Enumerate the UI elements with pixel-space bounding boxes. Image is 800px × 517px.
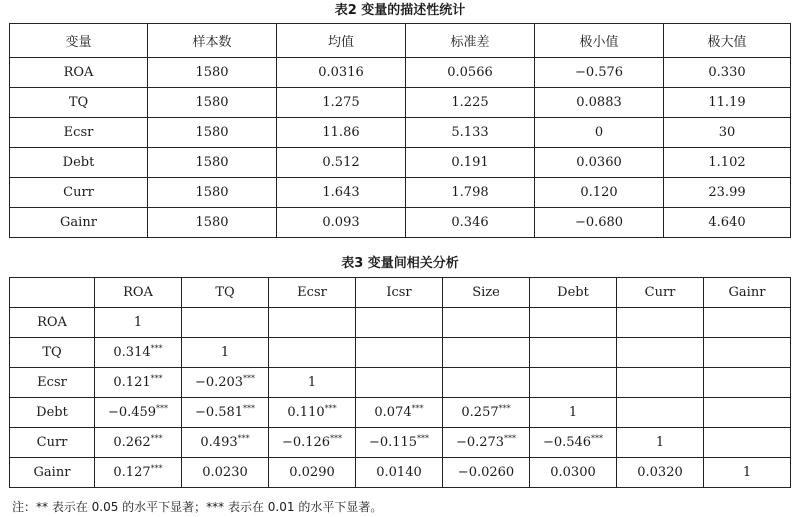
table3-header-row — [10, 278, 791, 308]
table3-correlation-cell — [95, 368, 182, 398]
table3-header: Ecsr — [269, 278, 356, 308]
table3-correlation-cell — [530, 308, 617, 338]
table2-row — [10, 148, 791, 178]
table2-variable-cell: Debt — [10, 148, 148, 178]
correlation-value: 1 — [307, 375, 317, 390]
table3-correlation-cell — [704, 398, 791, 428]
table2-value-cell: 1.798 — [406, 178, 535, 208]
correlation-value: 0.127 — [113, 465, 151, 480]
significance-note: 注：** 表示在 0.05 的水平下显著；*** 表示在 0.01 的水平下显著。 — [12, 500, 383, 514]
table3-correlation-cell — [704, 338, 791, 368]
correlation-value: 1 — [568, 405, 578, 420]
table3-correlation-cell — [356, 398, 443, 428]
table2-row — [10, 88, 791, 118]
table3-header: Curr — [617, 278, 704, 308]
table3-correlation-cell — [95, 398, 182, 428]
table3-header: TQ — [182, 278, 269, 308]
table3-correlation-cell — [269, 428, 356, 458]
correlation-value: 0.0320 — [637, 465, 683, 480]
table2-value-cell: 1580 — [148, 208, 277, 238]
table3-correlation-cell — [443, 308, 530, 338]
table2-row — [10, 58, 791, 88]
table2-value-cell: 1580 — [148, 178, 277, 208]
correlation-value: 0.0230 — [202, 465, 248, 480]
table3-correlation-cell — [617, 398, 704, 428]
table2-header: 变量 — [10, 24, 148, 58]
significance-mark: *** — [417, 434, 430, 443]
table2-value-cell: 0.0566 — [406, 58, 535, 88]
table3-row-label: Gainr — [10, 458, 95, 488]
correlation-value: −0.273 — [455, 435, 505, 450]
table2-header-row — [10, 24, 791, 58]
table3-correlation-cell — [182, 308, 269, 338]
table3-header: Gainr — [704, 278, 791, 308]
correlation-value: −0.203 — [194, 375, 244, 390]
table2-value-cell: 0.330 — [664, 58, 791, 88]
table3-correlation-cell — [269, 308, 356, 338]
table2-value-cell: 1.275 — [277, 88, 406, 118]
table2-value-cell: 0.346 — [406, 208, 535, 238]
table3-correlation-cell — [356, 428, 443, 458]
correlation-value: 0.074 — [374, 405, 412, 420]
correlation-value: 1 — [220, 345, 230, 360]
table2-value-cell: 0.0316 — [277, 58, 406, 88]
table2-header: 极小值 — [535, 24, 664, 58]
table3-correlation-cell — [356, 458, 443, 488]
table2-value-cell: 0.120 — [535, 178, 664, 208]
table3-correlation-cell — [443, 428, 530, 458]
table2-header: 均值 — [277, 24, 406, 58]
table2-value-cell: 4.640 — [664, 208, 791, 238]
table3-correlation-cell — [443, 398, 530, 428]
correlation-value: −0.115 — [368, 435, 418, 450]
correlation-value: 1 — [742, 465, 752, 480]
table2-value-cell: 30 — [664, 118, 791, 148]
table3-correlation-cell — [356, 338, 443, 368]
table2-variable-cell: Ecsr — [10, 118, 148, 148]
table3-correlation-cell — [530, 338, 617, 368]
table3-correlation-cell — [530, 398, 617, 428]
table3-correlation-cell — [269, 368, 356, 398]
table2-value-cell: 5.133 — [406, 118, 535, 148]
correlation-value: 0.0290 — [289, 465, 335, 480]
significance-mark: *** — [156, 404, 169, 413]
table3-correlation-cell — [617, 458, 704, 488]
table3-row — [10, 368, 791, 398]
table3-correlation-cell — [95, 308, 182, 338]
table3-correlation-cell — [182, 428, 269, 458]
table2-value-cell: 0.512 — [277, 148, 406, 178]
significance-mark: *** — [591, 434, 604, 443]
table2-value-cell: 11.19 — [664, 88, 791, 118]
table2-value-cell: 0.191 — [406, 148, 535, 178]
descriptive-statistics-table — [9, 23, 791, 238]
significance-mark: *** — [324, 404, 337, 413]
table3-correlation-cell — [704, 308, 791, 338]
table3-correlation-cell — [704, 368, 791, 398]
correlation-value: 0.493 — [200, 435, 238, 450]
table3-row — [10, 458, 791, 488]
correlation-value: −0.126 — [281, 435, 331, 450]
correlation-value: −0.459 — [107, 405, 157, 420]
significance-mark: *** — [504, 434, 517, 443]
table3-correlation-cell — [617, 368, 704, 398]
table2-row — [10, 118, 791, 148]
significance-mark: *** — [237, 434, 250, 443]
table3-header: Size — [443, 278, 530, 308]
table3-row — [10, 398, 791, 428]
table2-row — [10, 178, 791, 208]
correlation-value: 0.0300 — [550, 465, 596, 480]
table3-correlation-cell — [617, 308, 704, 338]
table3-row-label: TQ — [10, 338, 95, 368]
table3-correlation-cell — [269, 398, 356, 428]
table2-header: 样本数 — [148, 24, 277, 58]
table3-correlation-cell — [95, 338, 182, 368]
table3-corner-cell — [10, 278, 95, 308]
correlation-value: −0.0260 — [457, 465, 515, 480]
correlation-value: 0.314 — [113, 345, 151, 360]
table3-correlation-cell — [617, 428, 704, 458]
table2-value-cell: 0.0883 — [535, 88, 664, 118]
table2-value-cell: 1.225 — [406, 88, 535, 118]
significance-mark: *** — [150, 374, 163, 383]
table3-correlation-cell — [443, 458, 530, 488]
correlation-value: 0.121 — [113, 375, 151, 390]
table2-variable-cell: ROA — [10, 58, 148, 88]
table3-correlation-cell — [617, 338, 704, 368]
table3-header: ROA — [95, 278, 182, 308]
table2-value-cell: 11.86 — [277, 118, 406, 148]
significance-mark: *** — [411, 404, 424, 413]
table3-correlation-cell — [530, 428, 617, 458]
table3-header: Icsr — [356, 278, 443, 308]
table2-value-cell: 0.093 — [277, 208, 406, 238]
significance-mark: *** — [150, 434, 163, 443]
table2-variable-cell: Gainr — [10, 208, 148, 238]
table3-row-label: Curr — [10, 428, 95, 458]
table2-header: 标准差 — [406, 24, 535, 58]
table3-row-label: ROA — [10, 308, 95, 338]
table3-correlation-cell — [269, 338, 356, 368]
significance-mark: *** — [243, 374, 256, 383]
table2-value-cell: −0.680 — [535, 208, 664, 238]
table3-row — [10, 338, 791, 368]
table2-value-cell: 23.99 — [664, 178, 791, 208]
table3-correlation-cell — [530, 368, 617, 398]
table3-correlation-cell — [182, 398, 269, 428]
table3-correlation-cell — [443, 368, 530, 398]
table3-correlation-cell — [182, 458, 269, 488]
table3-correlation-cell — [95, 458, 182, 488]
correlation-value: 0.110 — [287, 405, 325, 420]
correlation-value: 0.262 — [113, 435, 151, 450]
table3-correlation-cell — [182, 368, 269, 398]
table3-correlation-cell — [443, 338, 530, 368]
table2-value-cell: 1.102 — [664, 148, 791, 178]
correlation-value: 1 — [133, 315, 143, 330]
table3-row-label: Debt — [10, 398, 95, 428]
table3-correlation-cell — [704, 458, 791, 488]
table3-correlation-cell — [704, 428, 791, 458]
table3-correlation-cell — [95, 428, 182, 458]
correlation-value: 1 — [655, 435, 665, 450]
correlation-value: −0.581 — [194, 405, 244, 420]
table2-variable-cell: Curr — [10, 178, 148, 208]
table3-row-label: Ecsr — [10, 368, 95, 398]
table2-value-cell: 1.643 — [277, 178, 406, 208]
table2-value-cell: −0.576 — [535, 58, 664, 88]
table2-header: 极大值 — [664, 24, 791, 58]
table3-row — [10, 308, 791, 338]
table3-correlation-cell — [269, 458, 356, 488]
table2-value-cell: 1580 — [148, 148, 277, 178]
table3-row — [10, 428, 791, 458]
table2-value-cell: 1580 — [148, 88, 277, 118]
correlation-value: 0.0140 — [376, 465, 422, 480]
table2-value-cell: 0.0360 — [535, 148, 664, 178]
table3-correlation-cell — [182, 338, 269, 368]
table3-correlation-cell — [530, 458, 617, 488]
table2-value-cell: 0 — [535, 118, 664, 148]
significance-mark: *** — [150, 344, 163, 353]
significance-mark: *** — [150, 464, 163, 473]
table2-variable-cell: TQ — [10, 88, 148, 118]
table2-value-cell: 1580 — [148, 58, 277, 88]
correlation-table — [9, 277, 791, 488]
significance-mark: *** — [498, 404, 511, 413]
significance-mark: *** — [330, 434, 343, 443]
table3-correlation-cell — [356, 308, 443, 338]
table3-caption: 表3 变量间相关分析 — [341, 256, 459, 271]
table3-correlation-cell — [356, 368, 443, 398]
table2-value-cell: 1580 — [148, 118, 277, 148]
table3-header: Debt — [530, 278, 617, 308]
significance-mark: *** — [243, 404, 256, 413]
table2-row — [10, 208, 791, 238]
correlation-value: 0.257 — [461, 405, 499, 420]
table2-caption: 表2 变量的描述性统计 — [334, 3, 466, 18]
correlation-value: −0.546 — [542, 435, 592, 450]
